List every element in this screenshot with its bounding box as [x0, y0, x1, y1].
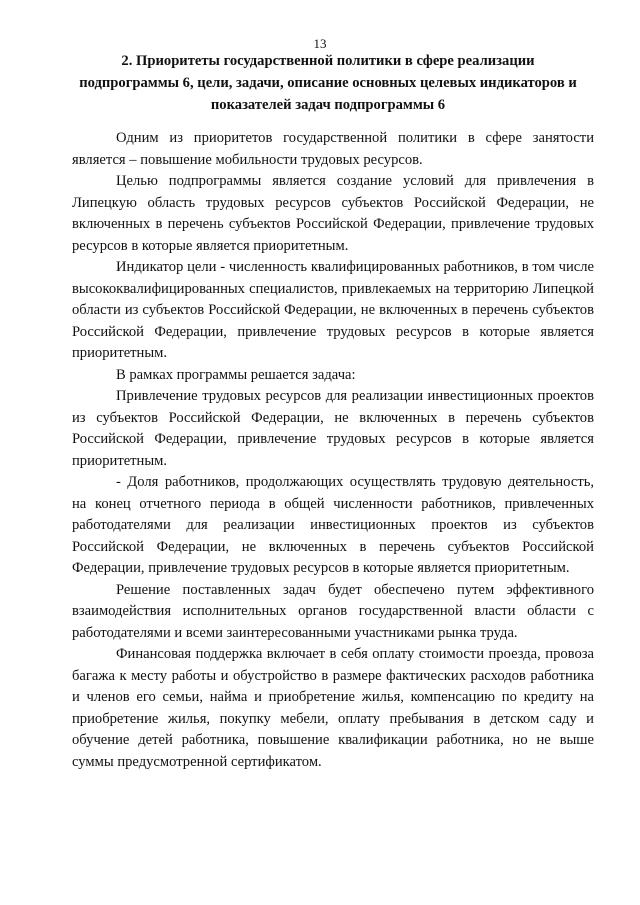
section-heading: 2. Приоритеты государственной политики в сфере реализации подпрограммы 6, цели, задачи, описание основных целевых индикаторов и показателей задач подпрограммы 6 [79, 53, 577, 113]
paragraph-goal: Целью подпрограммы является создание условий для привлечения в Липецкую область трудовых ресурсов субъектов Российской Федерации, не включенных в перечень субъектов Российской Федерации, привлечение трудовых ресурсов в которые является приоритетным. [72, 173, 594, 254]
paragraph-financial-support: Финансовая поддержка включает в себя оплату стоимости проезда, провоза багажа к месту работы и обустройство в размере фактических расходов работника и членов его семьи, найма и приобретение жилья, компенсацию по кредиту на приобретение жилья, покупку мебели, оплату пребывания в детском саду и обучение детей работника, повышение квалификации работника, но не выше суммы предусмотренной сертификатом. [72, 646, 594, 770]
paragraph-priority: Одним из приоритетов государственной политики в сфере занятости является – повышение мобильности трудовых ресурсов. [72, 130, 594, 168]
paragraph-solution: Решение поставленных задач будет обеспечено путем эффективного взаимодействия исполнительных органов государственной власти области с работодателями и всеми заинтересованными участниками рынка труда. [72, 581, 594, 641]
paragraph-task-intro: В рамках программы решается задача: [116, 366, 356, 383]
paragraph-task-indicator: - Доля работников, продолжающих осуществлять трудовую деятельность, на конец отчетного периода в общей численности работников, привлеченных работодателями для реализации инвестиционных проектов из субъектов Российской Федерации, не включенных в перечень субъектов Российской Федерации, привлечение трудовых ресурсов в которые является приоритетным. [72, 474, 594, 576]
body-text [72, 128, 594, 773]
paragraph-goal-indicator: Индикатор цели - численность квалифицированных работников, в том числе высококвалифицированных специалистов, привлекаемых на территорию Липецкой области из субъектов Российской Федерации, не включенных в перечень субъектов Российской Федерации, привлечение трудовых ресурсов в которые является приоритетным. [72, 259, 594, 361]
paragraph-task: Привлечение трудовых ресурсов для реализации инвестиционных проектов из субъектов Российской Федерации, не включенных в перечень субъектов Российской Федерации, привлечение трудовых ресурсов в которые является приоритетным. [72, 388, 594, 469]
page-number: 13 [313, 36, 327, 51]
